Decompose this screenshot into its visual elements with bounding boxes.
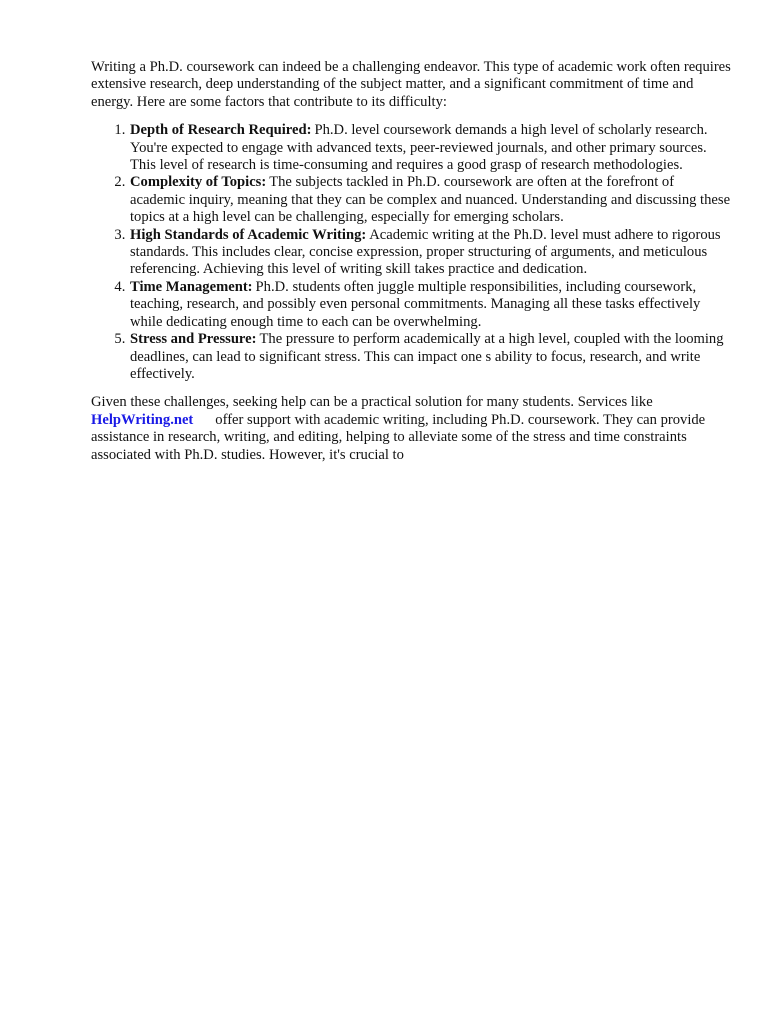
list-item	[129, 122, 731, 174]
factor-term: High Standards of Academic Writing:	[130, 226, 367, 243]
list-item	[129, 279, 731, 331]
factor-term: Time Management:	[130, 278, 253, 295]
factor-term: Depth of Research Required:	[130, 122, 312, 139]
factor-term: Stress and Pressure:	[130, 331, 257, 348]
list-item	[129, 331, 731, 383]
closing-paragraph	[91, 394, 731, 464]
intro-paragraph: Writing a Ph.D. coursework can indeed be a challenging endeavor. This type of academic work often requires extensive research, deep understanding of the subject matter, and a significant commitment of time and energy. Here are some factors that contribute to its difficulty:	[91, 59, 731, 110]
closing-text-before-link: Given these challenges, seeking help can be a practical solution for many students. Services like	[91, 394, 653, 411]
list-item	[129, 174, 731, 226]
factor-text: Ph.D. students often juggle multiple responsibilities, including coursework, teaching, research, and possibly even personal commitments. Managing all these tasks effectively while dedicating enough time to each can be overwhelming.	[130, 278, 701, 330]
factor-term: Complexity of Topics:	[130, 174, 267, 191]
closing-text-after-link: offer support with academic writing, including Ph.D. coursework. They can provide assistance in research, writing, and editing, helping to alleviate some of the stress and time constraints associated with Ph.D. studies. However, it's crucial to	[91, 411, 706, 463]
factor-text: The pressure to perform academically at a high level, coupled with the looming deadlines, can lead to significant stress. This can impact one s ability to focus, research, and write effectively.	[130, 331, 724, 382]
factor-text: The subjects tackled in Ph.D. coursework are often at the forefront of academic inquiry, meaning that they can be complex and nuanced. Understanding and discussing these topics at a high level can be challenging, especially for emerging scholars.	[130, 174, 731, 226]
factor-text: Ph.D. level coursework demands a high level of scholarly research. You're expected to engage with advanced texts, peer-reviewed journals, and other primary sources. This level of research is time-consuming and requires a good grasp of research methodologies.	[130, 122, 708, 174]
difficulty-factors-list	[91, 122, 731, 383]
list-item	[129, 227, 731, 279]
document-page	[91, 59, 731, 464]
factor-text: Academic writing at the Ph.D. level must adhere to rigorous standards. This includes clear, concise expression, proper structuring of arguments, and meticulous referencing. Achieving this level of writing skill takes practice and dedication.	[130, 226, 721, 278]
helpwriting-link[interactable]: HelpWriting.net	[91, 411, 194, 428]
